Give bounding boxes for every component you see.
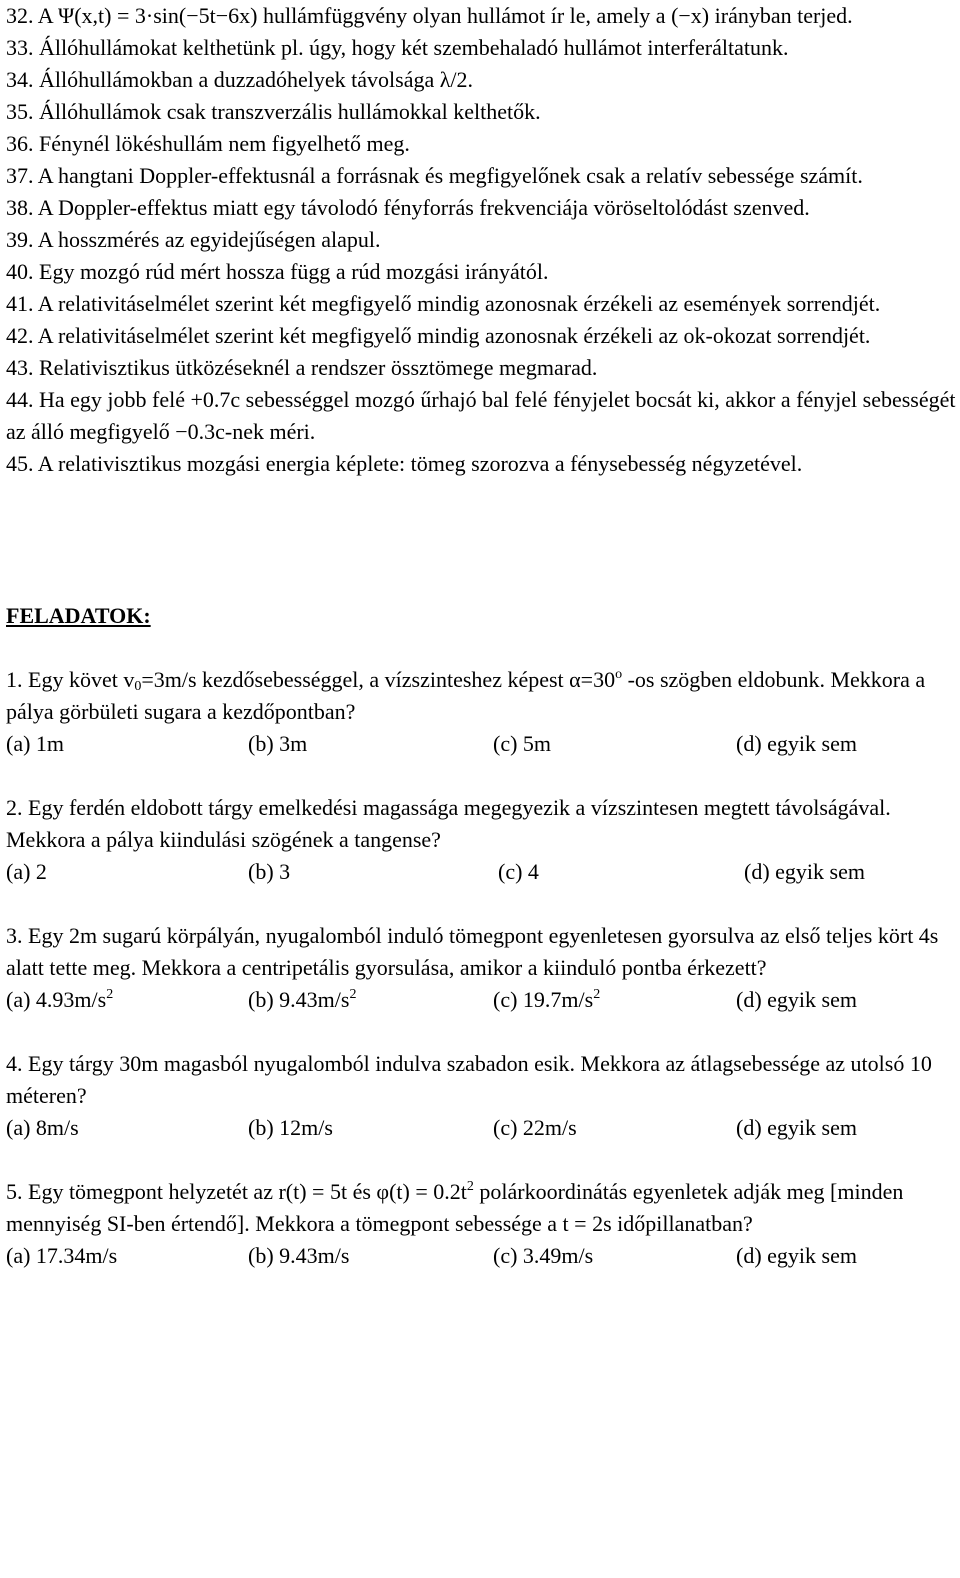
answer-options xyxy=(6,1112,956,1144)
statement-45: 45. A relativisztikus mozgási energia képlete: tömeg szorozva a fénysebesség négyzetével. xyxy=(6,451,803,476)
statement-32: 32. A Ψ(x,t) = 3·sin(−5t−6x) hullámfüggvény olyan hullámot ír le, amely a (−x) irányban terjed. xyxy=(6,3,853,28)
option-c: (c) 22m/s xyxy=(493,1115,577,1140)
option-c: (c) 3.49m/s xyxy=(493,1243,594,1268)
option-b: (b) 9.43m/s xyxy=(248,1243,350,1268)
task-question: 1. Egy követ $v_0=3m/s$ kezdősebességgel, a vízszinteshez képest $\alpha=30^o$ -os szögben eldobunk. Mekkora a pálya görbületi sugara a kezdőpontban? xyxy=(6,667,926,724)
statement-44: 44. Ha egy jobb felé +0.7c sebességgel mozgó űrhajó bal felé fényjelet bocsát ki, akkor a fényjel sebességét az álló megfigyelő −0.3c-nek méri. xyxy=(6,387,956,444)
task-3 xyxy=(6,920,956,1016)
task-2 xyxy=(6,792,956,888)
statement-37: 37. A hangtani Doppler-effektusnál a forrásnak és megfigyelőnek csak a relatív sebessége számít. xyxy=(6,163,863,188)
option-b: (b) $9.43m/s^2$ xyxy=(248,987,357,1012)
document-page xyxy=(6,0,956,1304)
statement-36: 36. Fénynél lökéshullám nem figyelhető meg. xyxy=(6,131,410,156)
statements-list xyxy=(6,0,956,480)
statement-35: 35. Állóhullámok csak transzverzális hullámokkal kelthetők. xyxy=(6,99,541,124)
task-1 xyxy=(6,664,956,760)
option-b: (b) 3 xyxy=(248,859,291,884)
statement-33: 33. Állóhullámokat kelthetünk pl. úgy, hogy két szembehaladó hullámot interferáltatunk. xyxy=(6,35,789,60)
statement-40: 40. Egy mozgó rúd mért hossza függ a rúd mozgási irányától. xyxy=(6,259,549,284)
section-title: FELADATOK: xyxy=(6,603,151,628)
option-a: (a) 2 xyxy=(6,859,47,884)
statement-39: 39. A hosszmérés az egyidejűségen alapul. xyxy=(6,227,381,252)
spacer xyxy=(6,632,956,664)
task-5 xyxy=(6,1176,956,1272)
answer-options xyxy=(6,1240,956,1272)
task-question: 4. Egy tárgy 30m magasból nyugalomból indulva szabadon esik. Mekkora az átlagsebessége az utolsó 10 méteren? xyxy=(6,1051,932,1108)
option-c: (c) 4 xyxy=(498,859,539,884)
task-question: 2. Egy ferdén eldobott tárgy emelkedési magassága megegyezik a vízszintesen megtett távolságával. Mekkora a pálya kiindulási szögének a tangense? xyxy=(6,795,891,852)
option-c: (c) $19.7m/s^2$ xyxy=(493,987,601,1012)
statement-43: 43. Relativisztikus ütközéseknél a rendszer össztömege megmarad. xyxy=(6,355,598,380)
option-b: (b) 3m xyxy=(248,731,308,756)
statement-41: 41. A relativitáselmélet szerint két megfigyelő mindig azonosnak érzékeli az események sorrendjét. xyxy=(6,291,881,316)
option-a: (a) 1m xyxy=(6,731,65,756)
option-d: (d) egyik sem xyxy=(736,731,857,756)
answer-options xyxy=(6,984,956,1016)
option-a: (a) 17.34m/s xyxy=(6,1243,118,1268)
spacer xyxy=(6,480,956,600)
option-b: (b) 12m/s xyxy=(248,1115,333,1140)
option-d: (d) egyik sem xyxy=(744,859,865,884)
option-c: (c) 5m xyxy=(493,731,552,756)
answer-options xyxy=(6,856,956,888)
option-d: (d) egyik sem xyxy=(736,1115,857,1140)
task-question: 5. Egy tömegpont helyzetét az r(t) = 5t és $\varphi(t) = 0.2t^2$ polárkoordinátás egyenletek adják meg [minden mennyiség SI-ben értendő]. Mekkora a tömegpont sebessége a t = 2s időpillanatban? xyxy=(6,1179,904,1236)
task-question: 3. Egy 2m sugarú körpályán, nyugalomból induló tömegpont egyenletesen gyorsulva az első teljes kört 4s alatt tette meg. Mekkora a centripetális gyorsulása, amikor a kiinduló pontba érkezett? xyxy=(6,923,939,980)
task-4 xyxy=(6,1048,956,1144)
answer-options xyxy=(6,728,956,760)
option-d: (d) egyik sem xyxy=(736,1243,857,1268)
statement-38: 38. A Doppler-effektus miatt egy távolodó fényforrás frekvenciája vöröseltolódást szenved. xyxy=(6,195,810,220)
statement-34: 34. Állóhullámokban a duzzadóhelyek távolsága λ/2. xyxy=(6,67,474,92)
statement-42: 42. A relativitáselmélet szerint két megfigyelő mindig azonosnak érzékeli az ok-okozat sorrendjét. xyxy=(6,323,871,348)
option-d: (d) egyik sem xyxy=(736,987,857,1012)
option-a: (a) $4.93m/s^2$ xyxy=(6,987,114,1012)
option-a: (a) 8m/s xyxy=(6,1115,79,1140)
degree-symbol: o xyxy=(615,667,623,682)
